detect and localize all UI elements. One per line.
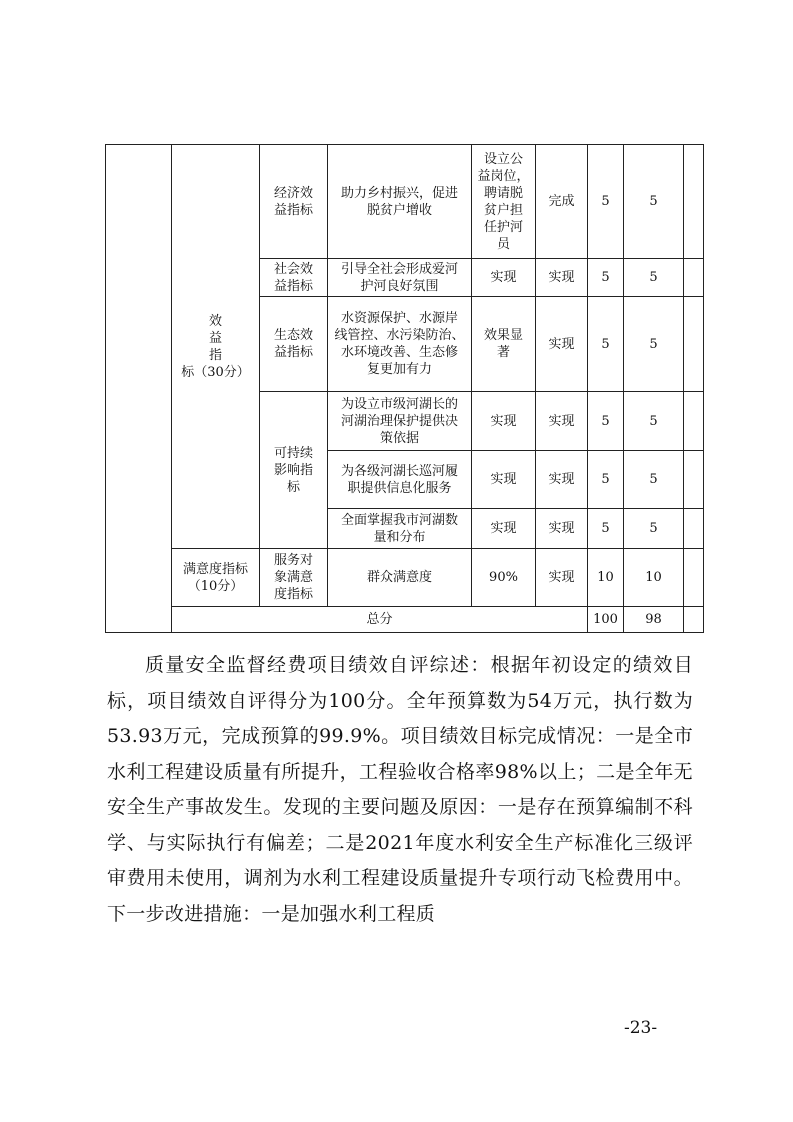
actual-cell: 实现 <box>536 509 588 549</box>
score-cell: 5 <box>624 451 684 509</box>
weight-cell: 5 <box>588 145 624 259</box>
actual-cell: 实现 <box>536 297 588 392</box>
table-row <box>106 145 704 259</box>
note-cell <box>684 509 704 549</box>
total-label-cell: 总分 <box>172 607 588 633</box>
weight-cell: 5 <box>588 392 624 451</box>
indicator-cell: 为各级河湖长巡河履 职提供信息化服务 <box>328 451 472 509</box>
table-row <box>106 549 704 607</box>
score-cell: 5 <box>624 509 684 549</box>
target-cell: 实现 <box>472 392 536 451</box>
note-cell <box>684 259 704 297</box>
score-cell: 5 <box>624 297 684 392</box>
note-cell <box>684 451 704 509</box>
sub-category-cell: 服务对 象满意 度指标 <box>260 549 328 607</box>
note-cell <box>684 392 704 451</box>
total-row <box>106 607 704 633</box>
indicator-cell: 全面掌握我市河湖数 量和分布 <box>328 509 472 549</box>
satisfaction-category-cell: 满意度指标 （10分） <box>172 549 260 607</box>
score-cell: 5 <box>624 259 684 297</box>
sub-category-cell: 生态效 益指标 <box>260 297 328 392</box>
actual-cell: 实现 <box>536 549 588 607</box>
actual-cell: 实现 <box>536 259 588 297</box>
indicator-cell: 水资源保护、水源岸 线管控、水污染防治、 水环境改善、生态修 复更加有力 <box>328 297 472 392</box>
performance-table <box>105 144 704 633</box>
weight-cell: 5 <box>588 259 624 297</box>
target-cell: 90% <box>472 549 536 607</box>
actual-cell: 实现 <box>536 451 588 509</box>
target-cell: 设立公 益岗位， 聘请脱 贫户担 任护河 员 <box>472 145 536 259</box>
weight-cell: 5 <box>588 509 624 549</box>
blank-level1-cell <box>106 145 172 633</box>
indicator-cell: 引导全社会形成爱河 护河良好氛围 <box>328 259 472 297</box>
score-cell: 10 <box>624 549 684 607</box>
target-cell: 实现 <box>472 451 536 509</box>
indicator-cell: 助力乡村振兴，促进 脱贫户增收 <box>328 145 472 259</box>
target-cell: 效果显 著 <box>472 297 536 392</box>
indicator-cell: 群众满意度 <box>328 549 472 607</box>
score-cell: 5 <box>624 392 684 451</box>
sub-category-cell: 社会效 益指标 <box>260 259 328 297</box>
sub-category-cell: 可持续 影响指 标 <box>260 392 328 549</box>
target-cell: 实现 <box>472 509 536 549</box>
sub-category-cell: 经济效 益指标 <box>260 145 328 259</box>
total-weight-cell: 100 <box>588 607 624 633</box>
note-cell <box>684 549 704 607</box>
page-number: -23- <box>624 1018 658 1038</box>
summary-paragraph: 质量安全监督经费项目绩效自评综述：根据年初设定的绩效目标，项目绩效自评得分为100分。全年预算数为54万元，执行数为53.93万元，完成预算的99.9%。项目绩效目标完成情况：一是全市水利工程建设质量有所提升，工程验收合格率98%以上；二是全年无安全生产事故发生。发现的主要问题及原因：一是存在预算编制不科学、与实际执行有偏差；二是2021年度水利安全生产标准化三级评审费用未使用，调剂为水利工程建设质量提升专项行动飞检费用中。下一步改进措施：一是加强水利工程质 <box>107 654 693 925</box>
weight-cell: 10 <box>588 549 624 607</box>
weight-cell: 5 <box>588 297 624 392</box>
benefit-category-cell: 效 益 指 标（30分） <box>172 145 260 549</box>
score-cell: 5 <box>624 145 684 259</box>
note-cell <box>684 297 704 392</box>
total-note-cell <box>684 607 704 633</box>
total-score-cell: 98 <box>624 607 684 633</box>
target-cell: 实现 <box>472 259 536 297</box>
indicator-cell: 为设立市级河湖长的 河湖治理保护提供决 策依据 <box>328 392 472 451</box>
actual-cell: 实现 <box>536 392 588 451</box>
note-cell <box>684 145 704 259</box>
actual-cell: 完成 <box>536 145 588 259</box>
weight-cell: 5 <box>588 451 624 509</box>
